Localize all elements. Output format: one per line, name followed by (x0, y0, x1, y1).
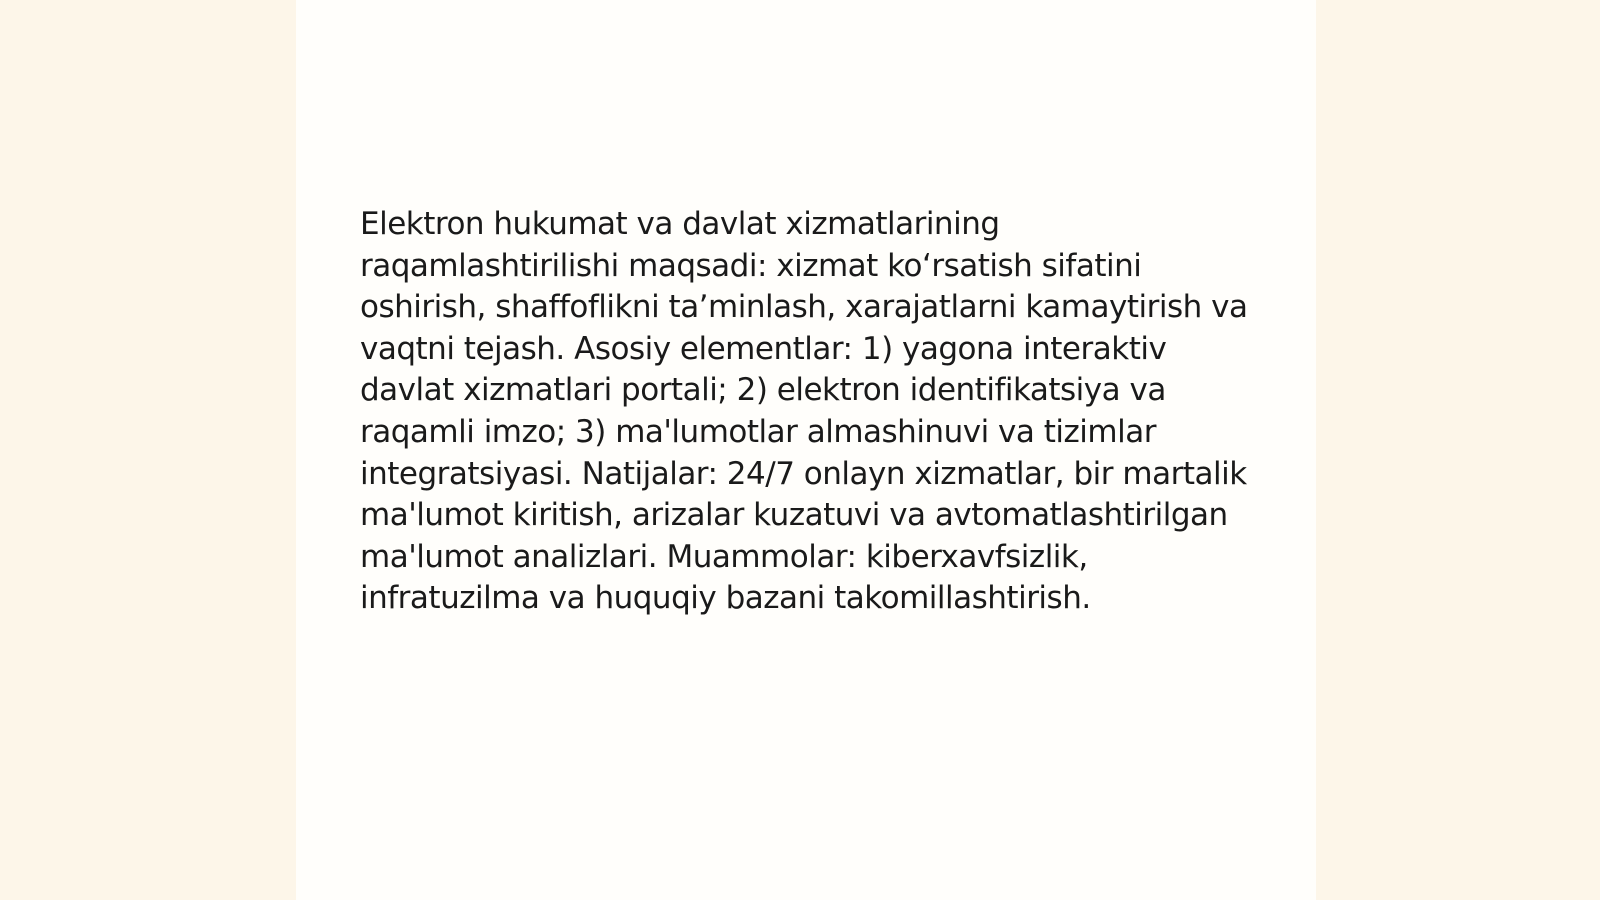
slide-body-text: Elektron hukumat va davlat xizmatlarining raqamlashtirilishi maqsadi: xizmat koʻrsatish sifatini oshirish, shaffoflikni taʼminlash, xarajatlarni kamaytirish va vaqtni tejash. Asosiy elementlar: 1) yagona interaktiv davlat xizmatlari portali; 2) elektron identifikatsiya va raqamli imzo; 3) ma'lumotlar almashinuvi va tizimlar integratsiyasi. Natijalar: 24/7 onlayn xizmatlar, bir martalik ma'lumot kiritish, arizalar kuzatuvi va avtomatlashtirilgan ma'lumot analizlari. Muammolar: kiberxavfsizlik, infratuzilma va huquqiy bazani takomillashtirish. (360, 206, 1248, 617)
slide-canvas (296, 0, 1316, 900)
